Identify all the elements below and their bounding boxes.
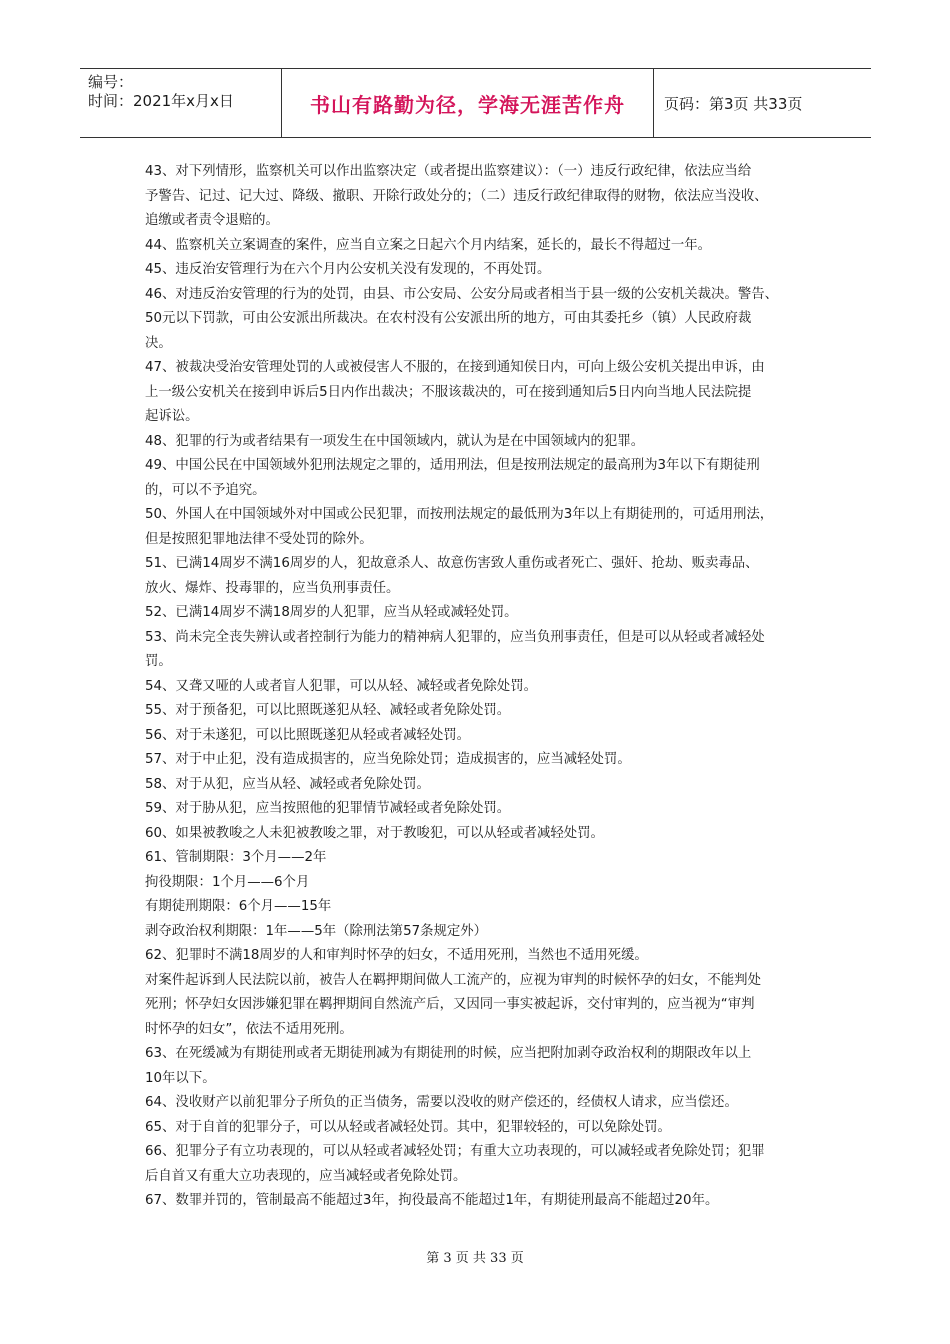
body-line: 起诉讼。 [145,409,199,424]
body-line: 54、又聋又哑的人或者盲人犯罪，可以从轻、减轻或者免除处罚。 [145,678,537,694]
body-line: 50元以下罚款，可由公安派出所裁决。在农村没有公安派出所的地方，可由其委托乡（镇）人民政府裁 [145,311,752,326]
body-line: 追缴或者责令退赔的。 [145,213,279,228]
body-line: 拘役期限：1个月——6个月 [145,874,310,890]
body-line: 44、监察机关立案调查的案件，应当自立案之日起六个月内结案，延长的，最长不得超过一年。 [145,237,712,253]
body-line: 63、在死缓减为有期徒刑或者无期徒刑减为有期徒刑的时候，应当把附加剥夺政治权利的期限改年以上 [145,1046,752,1061]
body-line: 53、尚未完全丧失辨认或者控制行为能力的精神病人犯罪的，应当负刑事责任，但是可以从轻或者减轻处 [145,629,765,645]
body-line: 61、管制期限：3个月——2年 [145,850,327,865]
body-line: 50、外国人在中国领域外对中国或公民犯罪，而按刑法规定的最低刑为3年以上有期徒刑的，可适用刑法， [145,507,774,522]
header-page-cell [654,69,871,137]
body-line: 55、对于预备犯，可以比照既遂犯从轻、减轻或者免除处罚。 [145,703,511,718]
header-motto-cell [282,69,654,137]
body-line: 64、没收财产以前犯罪分子所负的正当债务，需要以没收的财产偿还的，经债权人请求，应当偿还。 [145,1095,738,1110]
body-line: 46、对违反治安管理的行为的处罚，由县、市公安局、公安分局或者相当于县一级的公安机关裁决。警告、 [145,286,779,302]
time-label: 时间：2021年x月x日 [88,92,234,110]
body-line: 57、对于中止犯，没有造成损害的，应当免除处罚；造成损害的，应当减轻处罚。 [145,752,631,767]
document-body [145,160,820,1214]
body-line: 有期徒刑期限：6个月——15年 [145,899,332,914]
body-line: 58、对于从犯，应当从轻、减轻或者免除处罚。 [145,776,430,792]
body-line: 43、对下列情形，监察机关可以作出监察决定（或者提出监察建议）：（一）违反行政纪律，依法应当给 [145,164,752,179]
body-line: 66、犯罪分子有立功表现的，可以从轻或者减轻处罚；有重大立功表现的，可以减轻或者免除处罚；犯罪 [145,1144,765,1159]
body-line: 52、已满14周岁不满18周岁的人犯罪，应当从轻或减轻处罚。 [145,605,518,620]
motto: 书山有路勤为径，学海无涯苦作舟 [310,92,625,117]
body-line: 剥夺政治权利期限：1年——5年（除刑法第57条规定外） [145,923,488,939]
number-label: 编号： [88,73,134,91]
body-line: 45、违反治安管理行为在六个月内公安机关没有发现的，不再处罚。 [145,262,551,277]
page-footer: 第 3 页 共 33 页 [426,1251,524,1266]
body-line: 62、犯罪时不满18周岁的人和审判时怀孕的妇女，不适用死刑，当然也不适用死缓。 [145,948,648,963]
body-line: 59、对于胁从犯，应当按照他的犯罪情节减轻或者免除处罚。 [145,801,511,816]
body-line: 对案件起诉到人民法院以前，被告人在羁押期间做人工流产的，应视为审判的时候怀孕的妇女，不能判处 [145,972,761,988]
body-line: 51、已满14周岁不满16周岁的人，犯故意杀人、故意伤害致人重伤或者死亡、强奸、抢劫、贩卖毒品、 [145,556,759,571]
body-line: 放火、爆炸、投毒罪的，应当负刑事责任。 [145,580,400,596]
body-line: 予警告、记过、记大过、降级、撤职、开除行政处分的；（二）违反行政纪律取得的财物，依法应当没收、 [145,188,768,204]
body-line: 47、被裁决受治安管理处罚的人或被侵害人不服的，在接到通知侯日内，可向上级公安机关提出申诉，由 [145,360,765,375]
body-line: 56、对于未遂犯，可以比照既遂犯从轻或者减轻处罚。 [145,727,471,743]
body-line: 死刑；怀孕妇女因涉嫌犯罪在羁押期间自然流产后，又因同一事实被起诉，交付审判的，应当视为“审判 [145,997,755,1012]
header-page-info: 页码：第3页 共33页 [664,94,803,113]
body-line: 65、对于自首的犯罪分子，可以从轻或者减轻处罚。其中，犯罪较轻的，可以免除处罚。 [145,1119,671,1135]
page-header [80,68,871,138]
body-line: 10年以下。 [145,1070,216,1086]
body-line: 后自首又有重大立功表现的，应当减轻或者免除处罚。 [145,1168,467,1184]
body-line: 决。 [145,335,172,351]
header-meta-cell [80,69,282,137]
body-line: 但是按照犯罪地法律不受处罚的除外。 [145,531,373,547]
body-line: 上一级公安机关在接到申诉后5日内作出裁决；不服该裁决的，可在接到通知后5日内向当地人民法院提 [145,384,752,400]
body-line: 罚。 [145,654,172,669]
body-line: 48、犯罪的行为或者结果有一项发生在中国领域内，就认为是在中国领域内的犯罪。 [145,433,645,449]
body-line: 的，可以不予追究。 [145,482,266,498]
body-line: 60、如果被教唆之人未犯被教唆之罪，对于教唆犯，可以从轻或者减轻处罚。 [145,825,604,841]
body-line: 67、数罪并罚的，管制最高不能超过3年，拘役最高不能超过1年，有期徒刑最高不能超过20年。 [145,1193,719,1208]
body-line: 49、中国公民在中国领域外犯刑法规定之罪的，适用刑法，但是按刑法规定的最高刑为3年以下有期徒刑 [145,458,760,473]
body-line: 时怀孕的妇女”，依法不适用死刑。 [145,1021,353,1037]
